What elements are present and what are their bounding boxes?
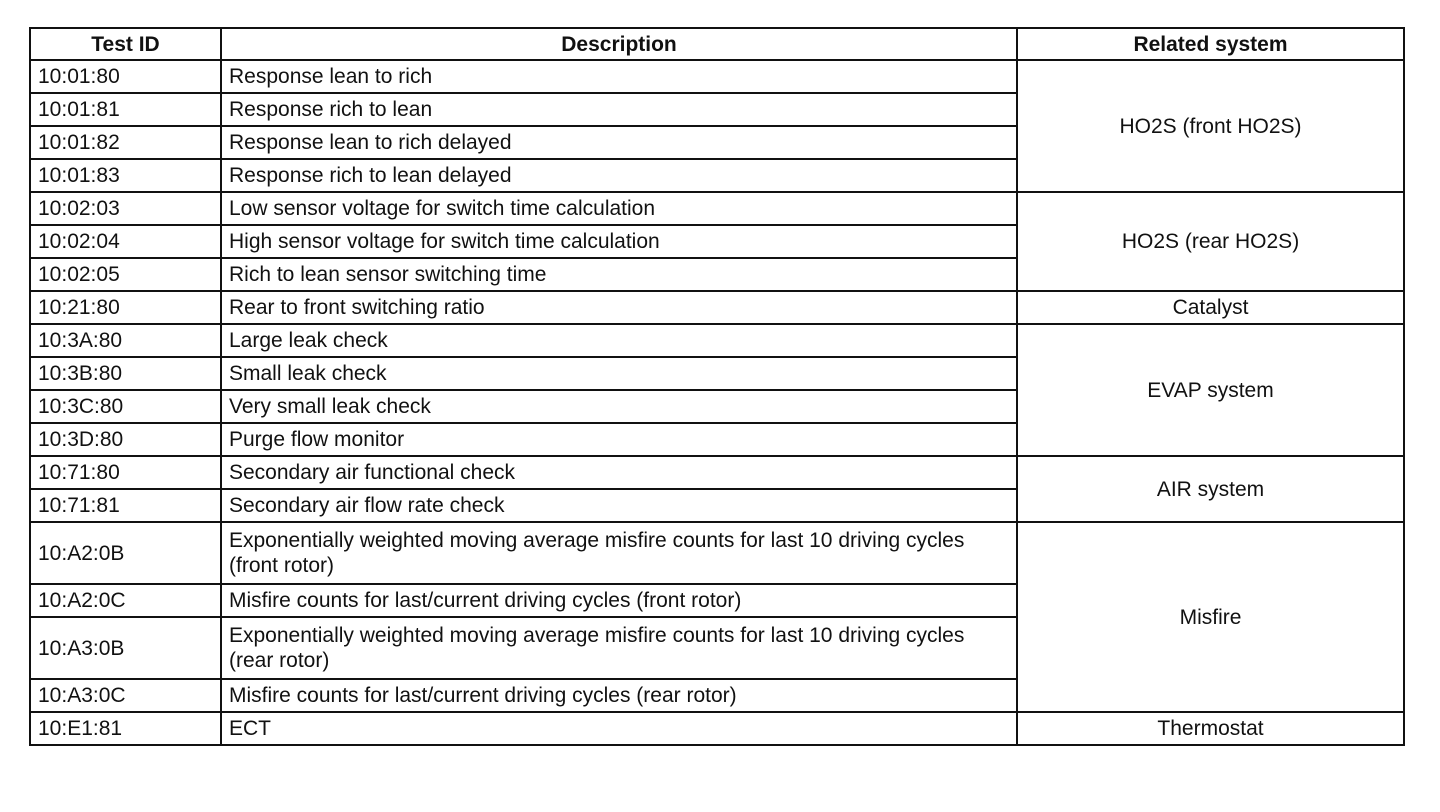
related-system-cell: Misfire: [1017, 522, 1404, 712]
test-id-cell: 10:71:81: [30, 489, 221, 522]
table-row: [30, 192, 1404, 225]
related-system-cell: HO2S (front HO2S): [1017, 60, 1404, 192]
related-system-cell: AIR system: [1017, 456, 1404, 522]
description-cell: Purge flow monitor: [221, 423, 1017, 456]
description-cell: Response lean to rich delayed: [221, 126, 1017, 159]
table-row: [30, 291, 1404, 324]
test-id-cell: 10:21:80: [30, 291, 221, 324]
header-test-id: Test ID: [30, 28, 221, 60]
test-id-cell: 10:A3:0C: [30, 679, 221, 712]
description-cell: ECT: [221, 712, 1017, 745]
test-id-cell: 10:02:05: [30, 258, 221, 291]
table-row: [30, 522, 1404, 584]
test-id-cell: 10:3D:80: [30, 423, 221, 456]
related-system-cell: HO2S (rear HO2S): [1017, 192, 1404, 291]
description-cell: Secondary air flow rate check: [221, 489, 1017, 522]
test-id-cell: 10:E1:81: [30, 712, 221, 745]
test-id-cell: 10:3B:80: [30, 357, 221, 390]
test-id-cell: 10:01:81: [30, 93, 221, 126]
related-system-cell: EVAP system: [1017, 324, 1404, 456]
description-cell: Response lean to rich: [221, 60, 1017, 93]
test-id-cell: 10:01:82: [30, 126, 221, 159]
test-id-cell: 10:02:03: [30, 192, 221, 225]
description-cell: Very small leak check: [221, 390, 1017, 423]
description-cell: Low sensor voltage for switch time calculation: [221, 192, 1017, 225]
test-id-cell: 10:02:04: [30, 225, 221, 258]
description-cell: Exponentially weighted moving average misfire counts for last 10 driving cycles (rear rotor): [221, 617, 1017, 679]
description-cell: Rear to front switching ratio: [221, 291, 1017, 324]
description-cell: Large leak check: [221, 324, 1017, 357]
header-description: Description: [221, 28, 1017, 60]
description-cell: Response rich to lean: [221, 93, 1017, 126]
description-cell: Rich to lean sensor switching time: [221, 258, 1017, 291]
description-cell: Misfire counts for last/current driving cycles (rear rotor): [221, 679, 1017, 712]
description-cell: Small leak check: [221, 357, 1017, 390]
test-id-cell: 10:A2:0B: [30, 522, 221, 584]
table-row: [30, 60, 1404, 93]
test-id-cell: 10:3C:80: [30, 390, 221, 423]
header-row: [30, 28, 1404, 60]
table-row: [30, 456, 1404, 489]
description-cell: High sensor voltage for switch time calculation: [221, 225, 1017, 258]
description-cell: Exponentially weighted moving average misfire counts for last 10 driving cycles (front rotor): [221, 522, 1017, 584]
test-id-cell: 10:01:80: [30, 60, 221, 93]
test-id-cell: 10:01:83: [30, 159, 221, 192]
description-cell: Secondary air functional check: [221, 456, 1017, 489]
test-id-cell: 10:71:80: [30, 456, 221, 489]
related-system-cell: Catalyst: [1017, 291, 1404, 324]
table-row: [30, 324, 1404, 357]
description-cell: Response rich to lean delayed: [221, 159, 1017, 192]
test-id-cell: 10:3A:80: [30, 324, 221, 357]
description-cell: Misfire counts for last/current driving cycles (front rotor): [221, 584, 1017, 617]
test-id-cell: 10:A3:0B: [30, 617, 221, 679]
header-related-system: Related system: [1017, 28, 1404, 60]
table-row: [30, 712, 1404, 745]
related-system-cell: Thermostat: [1017, 712, 1404, 745]
test-id-table: [29, 27, 1405, 746]
test-id-cell: 10:A2:0C: [30, 584, 221, 617]
